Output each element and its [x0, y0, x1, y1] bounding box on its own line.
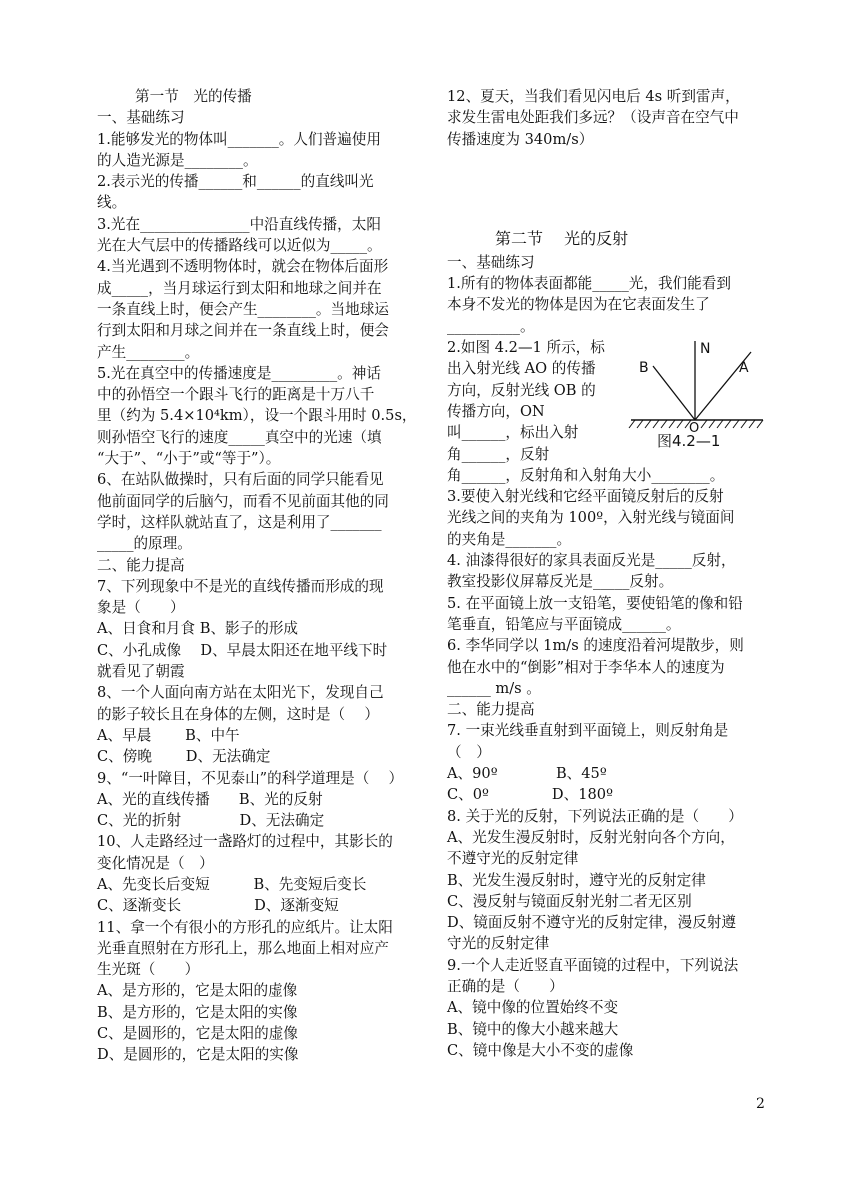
reflection-diagram	[627, 336, 767, 448]
text-line: 叫______，标出入射	[447, 424, 579, 442]
text-line: 5. 在平面镜上放一支铅笔，要使铅笔的像和铅	[447, 594, 743, 612]
text-line: C、0º D、180º	[447, 786, 613, 804]
text-line: 一、基础练习	[447, 253, 535, 271]
text-line: C、光的折射 D、无法确定	[97, 812, 325, 830]
text-line: 二、能力提高	[97, 556, 185, 574]
left-column	[97, 86, 417, 1066]
text-line: 2.表示光的传播______和______的直线叫光	[97, 173, 374, 191]
text-line: C、傍晚 D、无法确定	[97, 748, 271, 766]
text-line: 5.光在真空中的传播速度是_________。神话	[97, 364, 381, 382]
text-line: 2.如图 4.2—1 所示，标	[447, 339, 605, 357]
text-line: 角______，反射角和入射角大小________。	[447, 466, 725, 484]
text-line: A、90º B、45º	[447, 765, 607, 783]
text-line: 1.所有的物体表面都能_____光，我们能看到	[447, 275, 731, 293]
text-line: 的夹角是_______。	[447, 530, 572, 548]
text-line: 传播速度为 340m/s）	[447, 130, 594, 148]
text-line: 7、下列现象中不是光的直线传播而形成的现	[97, 577, 384, 595]
label-n: N	[700, 341, 711, 358]
text-line: A、是方形的，它是太阳的虚像	[97, 982, 298, 1000]
text-line: D、是圆形的，它是太阳的实像	[97, 1046, 299, 1064]
text-line: B、光发生漫反射时，遵守光的反射定律	[447, 871, 706, 889]
text-line: 6. 李华同学以 1m/s 的速度沿着河堤散步，则	[447, 637, 744, 655]
text-line: 3.要使入射光线和它经平面镜反射后的反射	[447, 488, 724, 506]
text-line: 守光的反射定律	[447, 935, 550, 953]
text-line: 生光斑（ ）	[97, 961, 200, 979]
text-line: 产生________。	[97, 343, 200, 361]
text-line: ______ m/s 。	[447, 679, 541, 697]
text-line: 中的孙悟空一个跟斗飞行的距离是十万八千	[97, 386, 375, 404]
text-line: 6、在站队做操时，只有后面的同学只能看见	[97, 471, 384, 489]
text-line: 一条直线上时，便会产生________。当地球运	[97, 300, 389, 318]
text-line: C、镜中像是大小不变的虚像	[447, 1041, 634, 1059]
text-line: 本身不发光的物体是因为在它表面发生了	[447, 296, 710, 314]
text-line: （ ）	[447, 743, 491, 761]
answer-space	[447, 150, 772, 214]
text-line: “大于”、“小于”或“等于”）。	[97, 450, 281, 468]
text-line: 光在大气层中的传播路线可以近似为_____。	[97, 237, 382, 255]
text-line: 11、拿一个有很小的方形孔的应纸片。让太阳	[97, 918, 393, 936]
text-line: 笔垂直，铅笔应与平面镜成______。	[447, 615, 681, 633]
text-line: 象是（ ）	[97, 599, 185, 617]
text-line: 光线之间的夹角为 100º，入射光线与镜面间	[447, 509, 735, 527]
text-line: 则孙悟空飞行的速度_____真空中的光速（填	[97, 428, 382, 446]
text-line: 4.当光遇到不透明物体时，就会在物体后面形	[97, 258, 389, 276]
text-line: 方向，反射光线 OB 的	[447, 381, 596, 399]
text-line: 光垂直照射在方形孔上，那么地面上相对应产	[97, 939, 389, 957]
label-b: B	[639, 360, 649, 377]
ray-ob	[653, 366, 695, 420]
text-line: 学时，这样队就站直了，这是利用了_______	[97, 513, 382, 531]
text-line: 8、一个人面向南方站在太阳光下，发现自己	[97, 684, 384, 702]
text-line: 行到太阳和月球之间并在一条直线上时，便会	[97, 322, 389, 340]
text-line: A、先变长后变短 B、先变短后变长	[97, 875, 367, 893]
section-title-light-propagation: 第一节 光的传播	[135, 88, 252, 105]
text-line: 1.能够发光的物体叫_______。人们普遍使用	[97, 130, 381, 148]
text-line: C、是圆形的，它是太阳的虚像	[97, 1025, 298, 1043]
text-line: 正确的是（ ）	[447, 977, 564, 995]
text-line: D、镜面反射不遵守光的反射定律，漫反射遵	[447, 914, 736, 932]
text-line: A、镜中像的位置始终不变	[447, 999, 619, 1017]
text-line: 出入射光线 AO 的传播	[447, 360, 596, 378]
text-line: _____的原理。	[97, 535, 192, 553]
text-line: 传播方向，ON	[447, 402, 545, 420]
text-line: 二、能力提高	[447, 701, 535, 719]
text-line: B、是方形的，它是太阳的实像	[97, 1003, 298, 1021]
text-line: 3.光在_______________中沿直线传播，太阳	[97, 215, 381, 233]
label-a: A	[739, 360, 749, 377]
text-line: 4. 油漆得很好的家具表面反光是_____反射，	[447, 552, 736, 570]
text-line: A、光发生漫反射时，反射光射向各个方向，	[447, 828, 735, 846]
text-line: A、日食和月食 B、影子的形成	[97, 620, 299, 638]
text-line: 里（约为 5.4×10⁴km），设一个跟斗用时 0.5s，	[97, 407, 417, 425]
text-line: 的人造光源是________。	[97, 151, 258, 169]
text-line: 8. 关于光的反射，下列说法正确的是（ ）	[447, 807, 743, 825]
text-line: 9、“一叶障目，不见泰山”的科学道理是（ ）	[97, 769, 404, 787]
text-line: 一、基础练习	[97, 109, 185, 127]
text-line: C、小孔成像 D、早晨太阳还在地平线下时	[97, 641, 388, 659]
reflection-figure	[627, 336, 767, 448]
page-number: 2	[756, 1096, 765, 1112]
text-line: C、逐渐变长 D、逐渐变短	[97, 897, 339, 915]
text-line: 他在水中的“倒影”相对于李华本人的速度为	[447, 658, 725, 676]
text-line: 线。	[97, 194, 127, 212]
text-line: 7. 一束光线垂直射到平面镜上，则反射角是	[447, 722, 729, 740]
figure-caption: 图4.2—1	[657, 432, 721, 449]
text-line: 9.一个人走近竖直平面镜的过程中，下列说法	[447, 956, 739, 974]
text-line: A、光的直线传播 B、光的反射	[97, 790, 323, 808]
text-line: 12、夏天，当我们看见闪电后 4s 听到雷声，	[447, 88, 740, 105]
text-line: C、漫反射与镜面反射光射二者无区别	[447, 892, 692, 910]
text-line: 变化情况是（ ）	[97, 854, 214, 872]
text-line: A、早晨 B、中午	[97, 726, 240, 744]
section-title-reflection: 第二节 光的反射	[495, 228, 629, 248]
text-line: 他前面同学的后脑勺，而看不见前面其他的同	[97, 492, 389, 510]
text-line: 的影子较长且在身体的左侧，这时是（ ）	[97, 705, 379, 723]
text-line: 求发生雷电处距我们多远？（设声音在空气中	[447, 109, 739, 127]
text-line: __________。	[447, 317, 535, 335]
text-line: B、镜中的像大小越来越大	[447, 1020, 619, 1038]
text-line: 成_____，当月球运行到太阳和地球之间并在	[97, 279, 382, 297]
text-line: 就看见了朝霞	[97, 663, 185, 681]
text-line: 教室投影仪屏幕反光是_____反射。	[447, 573, 674, 591]
text-line: 10、人走路经过一盏路灯的过程中，其影长的	[97, 833, 393, 851]
text-line: 角______，反射	[447, 445, 550, 463]
right-column	[447, 86, 772, 1061]
text-line: 不遵守光的反射定律	[447, 850, 579, 868]
label-o: O	[689, 421, 700, 437]
